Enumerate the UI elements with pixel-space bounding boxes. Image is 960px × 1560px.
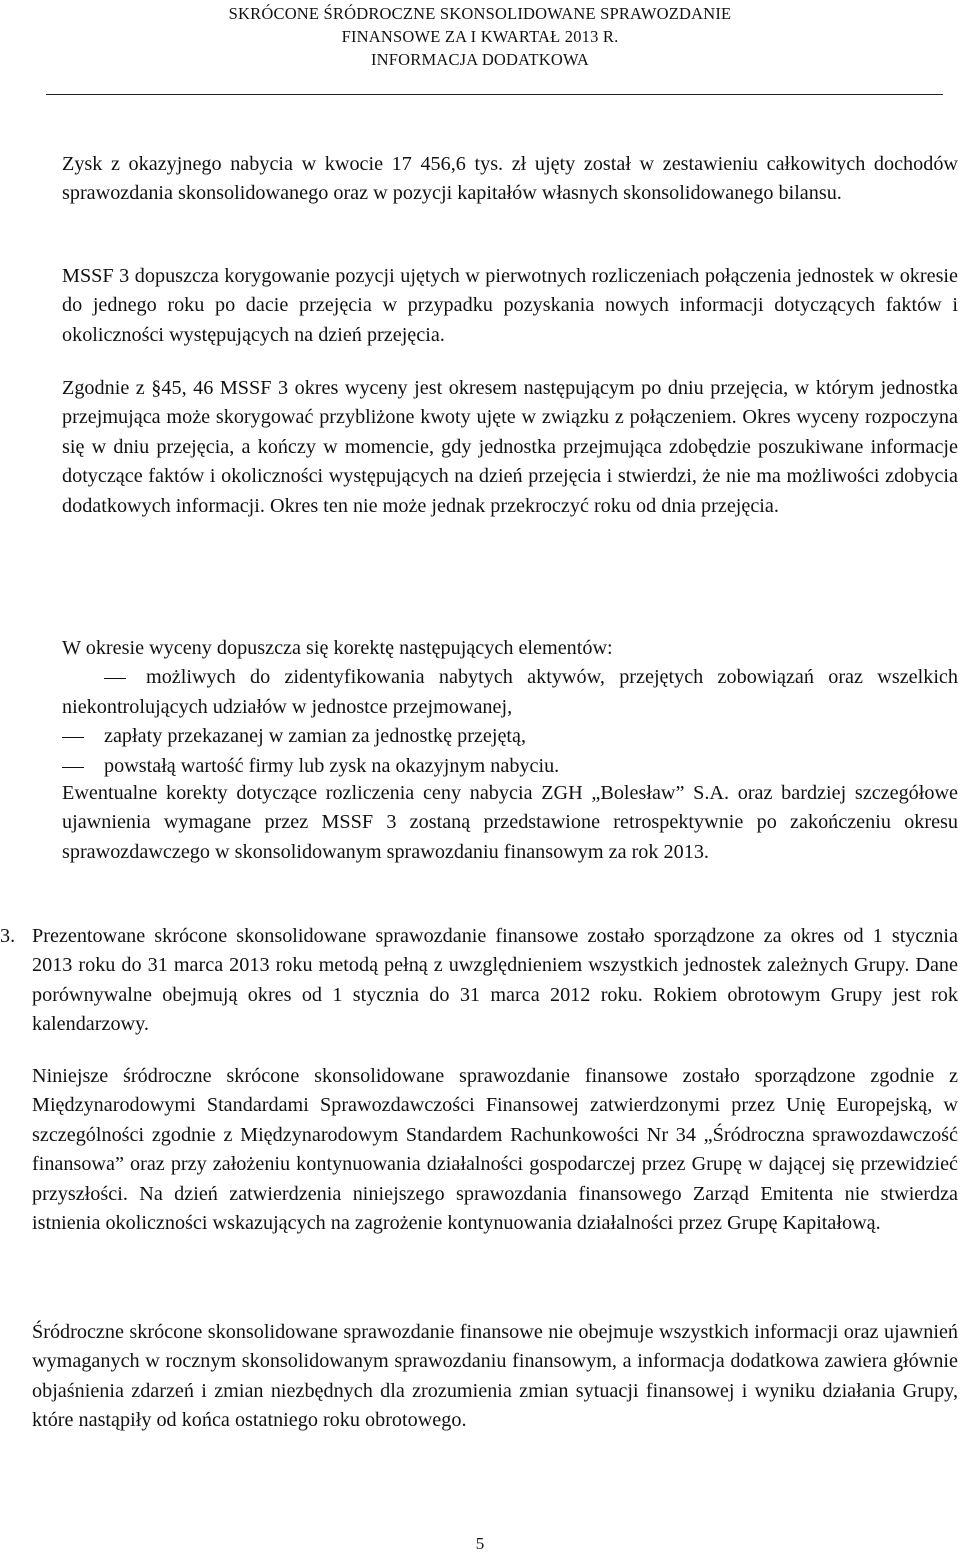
page-number: 5: [475, 1534, 485, 1553]
header-rule: [46, 94, 943, 95]
header-line-3: INFORMACJA DODATKOWA: [370, 50, 590, 69]
dash-icon: [62, 767, 84, 768]
page-header: [0, 2, 960, 71]
list-item: zapłaty przekazanej w zamian za jednostkę przejętą,: [62, 722, 958, 751]
list-item: możliwych do zidentyfikowania nabytych aktywów, przejętych zobowiązań oraz wszelkich niekontrolujących udziałów w jednostce przejmowanej,: [62, 666, 958, 718]
header-line-2: FINANSOWE ZA I KWARTAŁ 2013 R.: [341, 27, 619, 46]
header-line-1: SKRÓCONE ŚRÓDROCZNE SKONSOLIDOWANE SPRAWOZDANIE: [228, 4, 732, 23]
adjustments-list: [62, 634, 958, 781]
section-number: 3.: [0, 925, 16, 947]
paragraph-scope-of-disclosures: Śródroczne skrócone skonsolidowane sprawozdanie finansowe nie obejmuje wszystkich informacji oraz ujawnień wymaganych w rocznym skonsolidowanym sprawozdaniu finansowym, a informacja dodatkowa zawiera głównie objaśnienia zdarzeń i zmian niezbędnych dla zrozumienia zmian sytuacji finansowej i wyniku działania Grupy, które nastąpiły od końca ostatniego roku obrotowego.: [32, 1321, 958, 1432]
dash-icon: [104, 678, 126, 679]
paragraph-possible-corrections: Ewentualne korekty dotyczące rozliczenia ceny nabycia ZGH „Bolesław” S.A. oraz bardziej szczegółowe ujawnienia wymagane przez MSSF 3 zostaną przedstawione retrospektywnie po zakończeniu okresu sprawozdawczego w skonsolidowanym sprawozdaniu finansowym za rok 2013.: [62, 782, 958, 863]
paragraph-measurement-period: Zgodnie z §45, 46 MSSF 3 okres wyceny jest okresem następującym po dniu przejęcia, w którym jednostka przejmująca może skorygować przybliżone kwoty ujęte w związku z połączeniem. Okres wyceny rozpoczyna się w dniu przejęcia, a kończy w momencie, gdy jednostka przejmująca zdobędzie poszukiwane informacje dotyczące faktów i okoliczności występujących na dzień przejęcia i stwierdzi, że nie ma możliwości zdobycia dodatkowych informacji. Okres ten nie może jednak przekroczyć roku od dnia przejęcia.: [62, 377, 958, 517]
paragraph-bargain-gain: Zysk z okazyjnego nabycia w kwocie 17 456,6 tys. zł ujęty został w zestawieniu całkowitych dochodów sprawozdania skonsolidowanego oraz w pozycji kapitałów własnych skonsolidowanego bilansu.: [62, 153, 958, 205]
list-intro: W okresie wyceny dopuszcza się korektę następujących elementów:: [62, 637, 613, 659]
paragraph-mssf3-adjustments: MSSF 3 dopuszcza korygowanie pozycji ujętych w pierwotnych rozliczeniach połączenia jednostek w okresie do jednego roku po dacie przejęcia w przypadku pozyskania nowych informacji dotyczących faktów i okoliczności występujących na dzień przejęcia.: [62, 265, 958, 346]
list-item: powstałą wartość firmy lub zysk na okazyjnym nabyciu.: [62, 752, 958, 781]
dash-icon: [62, 737, 84, 738]
paragraph-consolidation-scope: Prezentowane skrócone skonsolidowane sprawozdanie finansowe zostało sporządzone za okres od 1 stycznia 2013 roku do 31 marca 2013 roku metodą pełną z uwzględnieniem wszystkich jednostek zależnych Grupy. Dane porównywalne obejmują okres od 1 stycznia do 31 marca 2012 roku. Rokiem obrotowym Grupy jest rok kalendarzowy.: [32, 925, 958, 1036]
paragraph-ias34-compliance: Niniejsze śródroczne skrócone skonsolidowane sprawozdanie finansowe zostało sporządzone zgodnie z Międzynarodowymi Standardami Sprawozdawczości Finansowej zatwierdzonymi przez Unię Europejską, w szczególności zgodnie z Międzynarodowym Standardem Rachunkowości Nr 34 „Śródroczna sprawozdawczość finansowa” oraz przy założeniu kontynuowania działalności gospodarczej przez Grupę w dającej się przewidzieć przyszłości. Na dzień zatwierdzenia niniejszego sprawozdania finansowego Zarząd Emitenta nie stwierdza istnienia okoliczności wskazujących na zagrożenie kontynuowania działalności przez Grupę Kapitałową.: [32, 1065, 958, 1235]
